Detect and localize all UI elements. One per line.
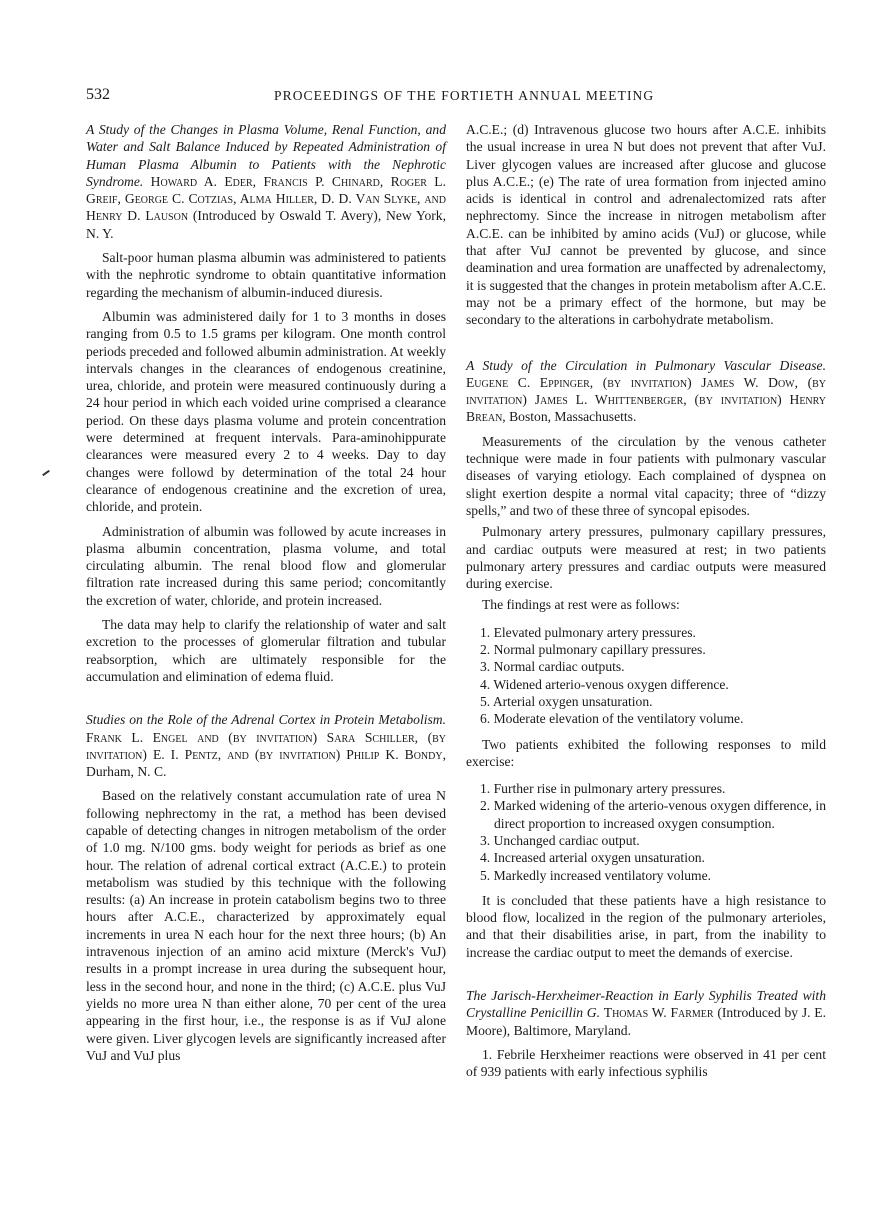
left-column (86, 121, 446, 1064)
article-affiliation: Boston, Massachusetts. (509, 409, 637, 425)
article-heading (86, 121, 446, 242)
article-authors: Thomas W. Farmer (603, 1005, 714, 1021)
list-item: 6. Moderate elevation of the ventilatory volume. (480, 711, 744, 727)
article-title: A Study of the Circulation in Pulmonary Vascular Disease. (466, 357, 826, 373)
article-affiliation: (Introduced by J. E. Moore), Baltimore, Maryland. (466, 1005, 826, 1038)
article-paragraph: Pulmonary artery pressures, pulmonary capillary pressures, and cardiac outputs were measured at rest; in two patients pulmonary artery pressures and cardiac outputs were measured during exercise. (466, 524, 826, 592)
article-herxheimer-reaction (466, 987, 826, 1080)
list-item: 1. Further rise in pulmonary artery pressures. (480, 781, 726, 797)
right-column (466, 121, 826, 1081)
article-title: Studies on the Role of the Adrenal Cortex in Protein Metabolism. (86, 712, 446, 728)
list-item: 4. Widened arterio-venous oxygen difference. (480, 676, 729, 692)
article-paragraph: Based on the relatively constant accumulation rate of urea N following nephrectomy in the rat, a method has been devised capable of detecting changes in nitrogen metabolism of the order of 1.0 mg. N/100 gms. body weight for periods as brief as one hour. The relation of adrenal cortical extract (A.C.E.) to protein metabolism was studied by this technique with the following results: (a) An increase in protein catabolism begins two to three hours after A.C.E., characterized by approximately equal increments in urea N each hour for the next three hours; (b) An intravenous injection of an amino acid mixture (Merck's VuJ) results in a prompt increase in urea during the subsequent hour, less in the second hour, and none in the third; (c) A.C.E. plus VuJ yields no more urea N than either alone, 70 per cent of the urea appearing in the first hour, i.e., the response is as if VuJ alone were given. Liver glycogen levels are significantly increased after VuJ and VuJ plus (86, 788, 446, 1063)
article-title: The Jarisch-Herxheimer-Reaction in Early Syphilis Treated with Crystalline Penicillin G. (466, 988, 826, 1021)
article-adrenal-cortex (86, 711, 446, 1064)
article-heading (466, 987, 826, 1039)
article-paragraph: 1. Febrile Herxheimer reactions were observed in 41 per cent of 939 patients with early infectious syphilis (466, 1046, 826, 1080)
article-paragraph: Albumin was administered daily for 1 to 3 months in doses ranging from 0.5 to 1.5 grams per kilogram. One month control periods preceded and followed albumin administration. At weekly intervals changes in the clearances of endogenous creatinine, urea, chloride, and protein were measured continuously during a 24 hour period in which each voided urine comprised a clearance period. On these days plasma volume and protein concentration were determined at frequent intervals. Para-aminohippurate clearances were measured every 2 to 4 weeks. Day to day changes were followd by determination of the total 24 hour clearance of endogenous creatinine and the excretion of urea, chloride, and protein. (86, 308, 446, 515)
article-paragraph: Salt-poor human plasma albumin was administered to patients with the nephrotic syndrome to obtain quantitative information regarding the mechanism of albumin-induced diuresis. (86, 250, 446, 300)
article-title: A Study of the Changes in Plasma Volume, Renal Function, and Water and Salt Balance Induced by Repeated Administration of Human Plasma Albumin to Patients with the Nephrotic Syndrome. (86, 122, 446, 189)
article-pulmonary-vascular (466, 357, 826, 962)
page-header (86, 86, 830, 110)
stray-mark (42, 470, 50, 476)
article-paragraph: Measurements of the circulation by the venous catheter technique were made in four patients with pulmonary vascular diseases of varying etiology. Each complained of dyspnea on slight exertion despite a normal vital capacity; three of “dizzy spells,” and two of these three of syncopal episodes. (466, 433, 826, 518)
article-affiliation: (Introduced by Oswald T. Avery), New York, N. Y. (86, 208, 446, 241)
article-affiliation: Durham, N. C. (86, 764, 167, 780)
list-item: 1. Elevated pulmonary artery pressures. (480, 624, 696, 640)
article-paragraph: Administration of albumin was followed by acute increases in plasma albumin concentration, plasma volume, and total circulating albumin. The renal blood flow and glomerular filtration rate increased during this same period; concomitantly the excretion of water, chloride, and protein increased. (86, 523, 446, 608)
article-plasma-albumin (86, 121, 446, 685)
article-paragraph-continued: A.C.E.; (d) Intravenous glucose two hours after A.C.E. inhibits the usual increase in urea N but does not prevent that after VuJ. Liver glycogen values are increased after glucose and glucose plus A.C.E.; (e) The rate of urea formation from injected amino acids is identical in control and adrenalectomized rats after nephrectomy. Since the increase in nitrogen metabolism after A.C.E. can be inhibited by amino acids (VuJ) or glucose, while that after VuJ cannot be prevented by glucose, and since deamination and urea formation are unaffected by adrenalectomy, it is suggested that the changes in protein metabolism after A.C.E. may not be a primary effect of the hormone, but may be secondary to the alterations in carbohydrate metabolism. (466, 122, 826, 328)
list-item: 3. Unchanged cardiac output. (480, 832, 640, 848)
article-heading (86, 711, 446, 780)
list-item: 5. Markedly increased ventilatory volume. (480, 867, 712, 883)
article-authors: Howard A. Eder, Francis P. Chinard, Roger L. Greif, George C. Cotzias, Alma Hiller, D. D. Van Slyke, and Henry D. Lauson (86, 173, 447, 224)
exercise-findings-list (466, 780, 826, 884)
article-paragraph: The data may help to clarify the relationship of water and salt excretion to the processes of glomerular filtration and tubular reabsorption, which are ultimately responsible for the accumulation and elimination of edema fluid. (86, 617, 446, 684)
article-paragraph: Two patients exhibited the following responses to mild exercise: (466, 736, 826, 769)
article-heading (466, 357, 826, 426)
list-item: 3. Normal cardiac outputs. (480, 659, 625, 675)
list-item: 5. Arterial oxygen unsaturation. (480, 693, 653, 709)
list-item: 4. Increased arterial oxygen unsaturation. (480, 850, 705, 866)
list-item: 2. Marked widening of the arterio-venous oxygen difference, in direct proportion to increased oxygen consumption. (480, 798, 826, 831)
article-authors: Frank L. Engel and (by invitation) Sara Schiller, (by invitation) E. I. Pentz, and (by invitation) Philip K. Bondy, (86, 729, 446, 762)
list-item: 2. Normal pulmonary capillary pressures. (480, 642, 706, 658)
rest-findings-list (466, 624, 826, 728)
article-paragraph: The findings at rest were as follows: (482, 597, 680, 613)
running-head: PROCEEDINGS OF THE FORTIETH ANNUAL MEETING (274, 88, 655, 103)
page-number: 532 (86, 86, 110, 103)
article-paragraph: It is concluded that these patients have a high resistance to blood flow, localized in the region of the pulmonary arterioles, and that their disabilities arise, in part, from the inability to increase the cardiac output to meet the demands of exercise. (466, 892, 826, 960)
article-authors: Eugene C. Eppinger, (by invitation) James W. Dow, (by invitation) James L. Whittenberger, (by invitation) Henry Brean, (466, 374, 826, 425)
